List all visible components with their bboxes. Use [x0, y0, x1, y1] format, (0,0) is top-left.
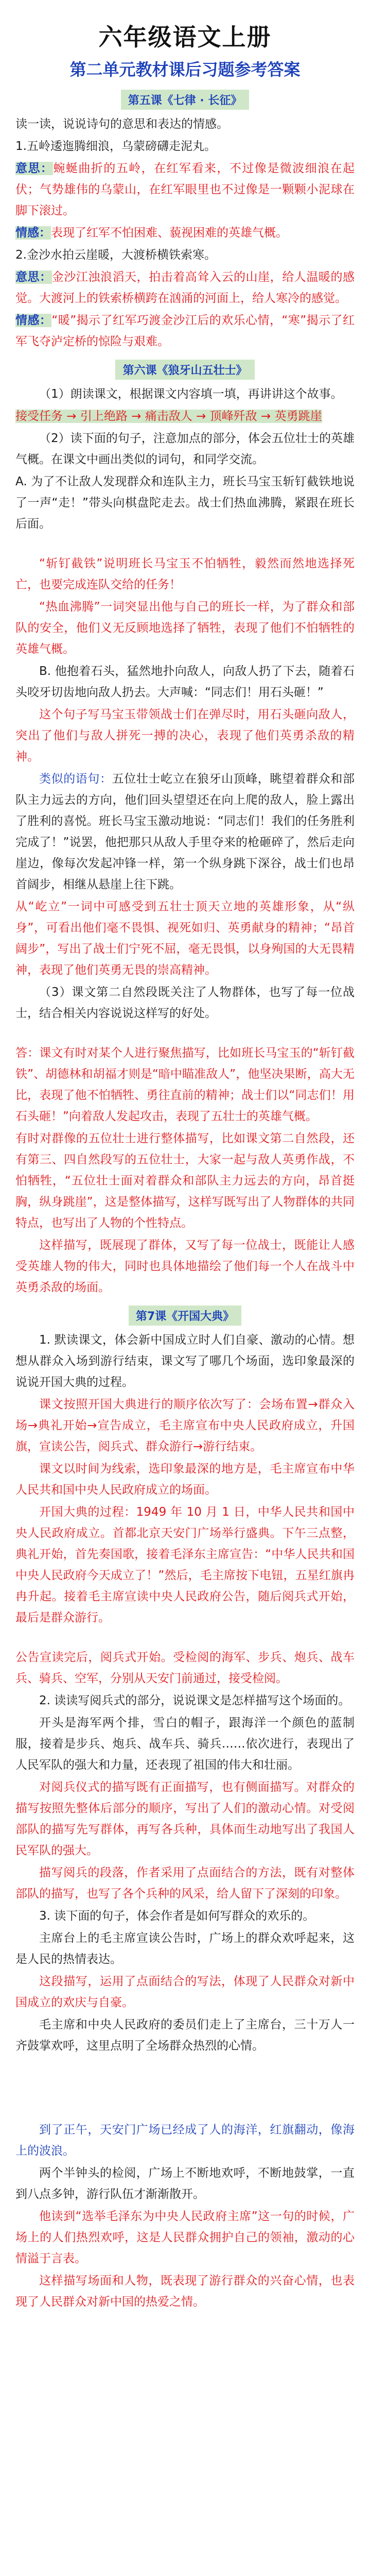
lesson5-q1: 读一读，说说诗句的意思和表达的情感。: [15, 117, 228, 131]
emotion-label: 情感：: [15, 226, 51, 240]
lesson5-emotion2: [15, 310, 355, 352]
class-text: 五位壮士屹立在狼牙山顶峰，眺望着群众和部队主力远去的方向，他们回头望望还在向上爬的敌人，脸上露出了胜利的喜悦。班长马宝玉激动地说：“同志们！我们的任务胜利完成了！”说罢，他把那只从敌人手里夺来的枪砸碎了，然后走向崖边，像每次发起冲锋一样，第一个纵身跳下深谷，战士们也昂首阔步，相继从悬崖上往下跳。: [15, 772, 355, 891]
lesson6-ans-q3c: 这样描写，既展现了群体，又写了每一位战士，既能让人感受英雄人物的伟大，同时也具体地描绘了他们每一个人在战斗中英勇杀敌的场面。: [15, 1239, 355, 1294]
lesson6-a-text: A. 为了不让敌人发现群众和连队主力，班长马宝玉斩钉截铁地说了一声“走！”带头向棋盘陀走去。战士们热血沸腾，紧跟在班长后面。: [15, 475, 355, 531]
lesson5-heading: 第五课《七律 · 长征》: [121, 90, 250, 110]
lesson6-heading: 第六课《狼牙山五壮士》: [115, 360, 254, 380]
emotion-label-2: 情感：: [15, 314, 52, 327]
lesson7-a5: 开头是海军两个排，雪白的帽子，跟海洋一个颜色的蓝制服，接着是步兵、炮兵、战车兵、骑兵……依次进行，表现出了人民军队的强大和力量，还表现了祖国的伟大和壮丽。: [15, 1716, 355, 1772]
meaning2-text: 金沙江浊浪滔天，拍击着高耸入云的山崖，给人温暖的感觉。大渡河上的铁索桥横跨在汹涌的河面上，给人寒冷的感觉。: [15, 270, 355, 305]
lesson6-q2: （2）读下面的句子，注意加点的部分，体会五位壮士的英雄气概。在课文中画出类似的词句，和同学交流。: [15, 432, 355, 466]
lesson5-meaning2: [15, 267, 355, 309]
lesson7-a2: 课文以时间为线索，选印象最深的地方是，毛主席宣布中华人民共和国中央人民政府成立的场面。: [15, 1462, 355, 1497]
lesson7-a11: 毛主席和中央人民政府的委员们走上了主席台，三十万人一齐鼓掌欢呼，这里点明了全场群众热烈的心情。: [15, 2018, 355, 2053]
lesson7-a10: 这段描写，运用了点面结合的写法，体现了人民群众对新中国成立的欢庆与自豪。: [15, 1975, 355, 2009]
page-subtitle: 第二单元教材课后习题参考答案: [69, 60, 301, 79]
lesson7-q2: 2. 读读写阅兵式的部分，说说课文是怎样描写这个场面的。: [39, 1694, 350, 1707]
lesson7-a13: 两个半钟头的检阅，广场上不断地欢呼，不断地鼓掌，一直到八点多钟，游行队伍才渐渐散开。: [15, 2166, 355, 2201]
lesson6-ans-q3: 答：课文有时对某个人进行聚焦描写，比如班长马宝玉的“斩钉截铁”、胡德林和胡福才则是“暗中瞄准敌人”，他坚决果断，高大无比，表现了他不怕牺牲、勇往直前的精神；战士们以“同志们！用石头砸！”向着敌人发起攻击，表现了五壮士的英雄气概。: [15, 1046, 355, 1123]
lesson7-a15: 这样描写场面和人物，既表现了游行群众的兴奋心情，也表现了人民群众对新中国的热爱之情。: [15, 2274, 355, 2309]
lesson6-q3: （3）课文第二自然段既关注了人物群体，也写了每一位战士，结合相关内容说说这样写的好处。: [15, 986, 355, 1020]
emotion2-text: “暖”揭示了红军巧渡金沙江后的欢乐心情，“寒”揭示了红军飞夺泸定桥的惊险与艰难。: [15, 314, 355, 348]
lesson6-flow: [15, 406, 355, 427]
lesson7-a14: 他读到“选举毛泽东为中央人民政府主席”这一句的时候，广场上的人们热烈欢呼，这是人民群众拥护自己的领袖，激动的心情溢于言表。: [15, 2210, 355, 2265]
lesson6-b-text: B. 他抱着石头，猛然地扑向敌人，向敌人扔了下去，随着石头咬牙切齿地向敌人扔去。大声喊：“同志们！用石头砸！”: [15, 665, 355, 699]
lesson7-a3: 开国大典的过程：1949 年 10 月 1 日，中华人民共和国中央人民政府成立。首都北京天安门广场举行盛典。下午三点整，典礼开始，首先奏国歌，接着毛泽东主席宣告：“中华人民共和国中央人民政府今天成立了！”然后，毛主席按下电钮，五星红旗冉冉升起。接着毛主席宣读中央人民政府公告，随后阅兵式开始，最后是群众游行。: [15, 1505, 355, 1624]
lesson6-ans1: “斩钉截铁”说明班长马宝玉不怕牺牲，毅然而然地选择死亡，也要完成连队交给的任务！: [15, 557, 355, 591]
meaning-label-2: 意思：: [15, 270, 52, 284]
lesson5-q1-sub: 1.五岭逶迤腾细浪，乌蒙磅礴走泥丸。: [15, 140, 216, 153]
lesson7-heading: 第7课《开国大典》: [129, 1306, 241, 1326]
lesson7-a4: 公告宣读完后，阅兵式开始。受检阅的海军、步兵、炮兵、战车兵、骑兵、空军，分别从天安门前通过，接受检阅。: [15, 1651, 355, 1685]
lesson5-emotion1: [15, 223, 355, 244]
lesson5-meaning1: [15, 158, 355, 222]
page-title: 六年级语文上册: [98, 23, 272, 51]
flow-text: 接受任务 → 引上绝路 → 痛击敌人 → 顶峰歼敌 → 英勇跳崖: [15, 410, 322, 423]
lesson6-q1: （1）朗读课文，根据课文内容填一填，再讲讲这个故事。: [39, 387, 343, 401]
class-label: 类似的语句：: [39, 772, 112, 786]
lesson6-ans3: 这个句子写马宝玉带领战士们在弹尽时，用石头砸向敌人，突出了他们与敌人拼死一搏的决心，表现了他们英勇杀敌的精神。: [15, 708, 355, 764]
lesson6-red-note: 从“屹立”一词中可感受到五壮士顶天立地的英雄形象，从“纵身”，可看出他们毫不畏惧、视死如归、英勇献身的精神；“昂首阔步”，写出了战士们宁死不屈，毫无畏惧，以身殉国的大无畏精神，表现了他们英勇无畏的崇高精神。: [15, 900, 355, 977]
lesson7-a8: 3. 读下面的句子，体会作者是如何写群众的欢乐的。: [39, 1909, 315, 1923]
lesson7-a9: 主席台上的毛主席宣读公告时，广场上的群众欢呼起来，这是人民的热情表达。: [15, 1931, 355, 1966]
lesson6-ans-q3b: 有时对群像的五位壮士进行整体描写，比如课文第二自然段，还有第三、四自然段写的五位壮士，大家一起与敌人英勇作战，不怕牺牲，“五位壮士面对着群众和部队主力远去的方向，昂首挺胸，纵身跳崖”，这是整体描写，这样写既写出了人物群体的共同特点，也写出了人物的个性特点。: [15, 1132, 355, 1230]
lesson7-a7: 描写阅兵的段落，作者采用了点面结合的方法，既有对整体部队的描写，也写了各个兵种的风采，给人留下了深刻的印象。: [15, 1866, 355, 1901]
emotion1-text: 表现了红军不怕困难、藐视困难的英雄气概。: [51, 226, 288, 240]
lesson7-q1: 1. 默读课文，体会新中国成立时人们自豪、激动的心情。想想从群众入场到游行结束，课文写了哪几个场面，选印象最深的说说开国大典的过程。: [15, 1333, 355, 1389]
lesson6-class: [15, 769, 355, 895]
lesson7-a6: 对阅兵仪式的描写既有正面描写，也有侧面描写。对群众的描写按照先整体后部分的顺序，写出了人们的激动心情。对受阅部队的描写先写群体，再写各兵种，具体而生动地写出了我国人民军队的强大。: [15, 1781, 355, 1857]
meaning1-text: 蜿蜒曲折的五岭，在红军看来，不过像是微波细浪在起伏；气势雄伟的乌蒙山，在红军眼里也不过像是一颗颗小泥球在脚下滚过。: [15, 162, 355, 217]
meaning-label: 意思：: [15, 162, 54, 175]
lesson7-a1: 课文按照开国大典进行的顺序依次写了：会场布置→群众入场→典礼开始→宣告成立，毛主席宣布中央人民政府成立，升国旗，宣读公告，阅兵式、群众游行→游行结束。: [15, 1398, 355, 1453]
lesson6-ans2: “热血沸腾”一词突显出他与自己的班长一样，为了群众和部队的安全，他们义无反顾地选择了牺牲，表现了他们不怕牺牲的英雄气概。: [15, 600, 355, 656]
lesson7-a12: 到了正午，天安门广场已经成了人的海洋，红旗翻动，像海上的波浪。: [15, 2123, 355, 2158]
lesson5-q1-sub2: 2.金沙水拍云崖暖，大渡桥横铁索寒。: [15, 248, 216, 262]
